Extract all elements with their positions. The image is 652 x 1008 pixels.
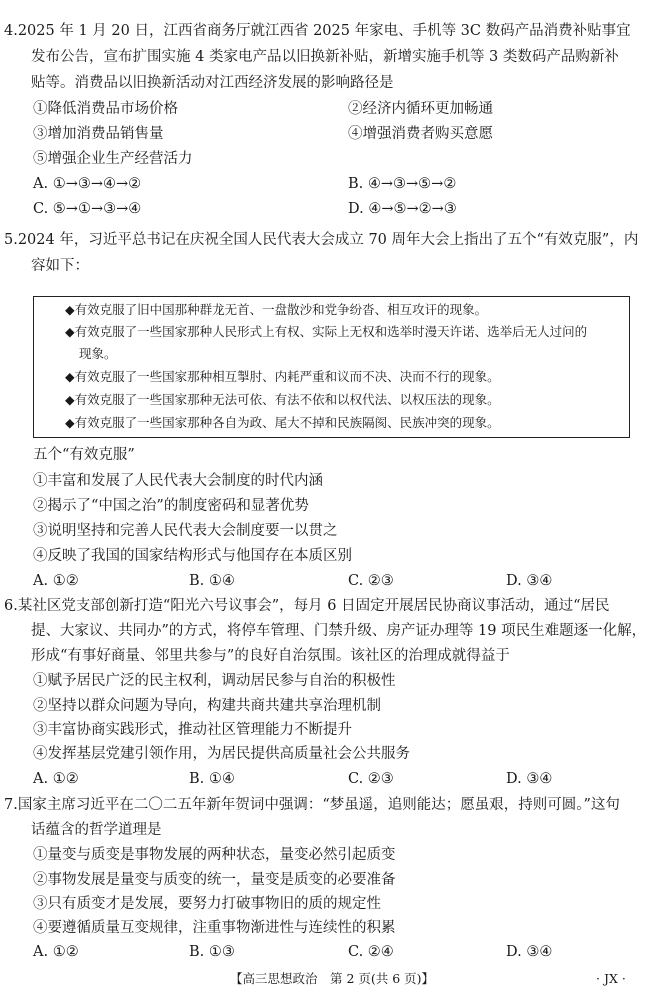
q5-stem-line-1: 5.2024 年，习近平总书记在庆祝全国人民代表大会成立 70 周年大会上指出了五个“有效克服”，内	[4, 232, 639, 248]
q7-item-1: ①量变与质变是事物发展的两种状态，量变必然引起质变	[33, 847, 396, 863]
q4-stem-line-1: 4.2025 年 1 月 20 日，江西省商务厅就江西省 2025 年家电、手机等 3C 数码产品消费补贴事宜	[4, 23, 631, 39]
q6-option-d: D. ③④	[506, 771, 553, 787]
q5-option-a: A. ①②	[33, 573, 79, 589]
q7-stem-line-1: 7.国家主席习近平在二〇二五年新年贺词中强调：“梦虽遥，追则能达；愿虽艰，持则可圆。”这句	[4, 797, 620, 813]
q5-option-d: D. ③④	[506, 573, 553, 589]
q6-item-3: ③丰富协商实践形式，推动社区管理能力不断提升	[33, 722, 352, 738]
q4-item-4: ④增强消费者购买意愿	[348, 126, 493, 142]
footer-code: · JX ·	[596, 971, 626, 986]
q7-option-a: A. ①②	[33, 944, 79, 960]
q5-item-1: ①丰富和发展了人民代表大会制度的时代内涵	[33, 473, 323, 489]
q4-item-2: ②经济内循环更加畅通	[348, 101, 493, 117]
q5-box-line-4: ◆有效克服了一些国家那种相互掣肘、内耗严重和议而不决、决而不行的现象。	[65, 369, 500, 384]
q5-lead: 五个“有效克服”	[33, 447, 135, 463]
page-footer: 【高三思想政治 第 2 页(共 6 页)】	[230, 971, 435, 986]
q7-item-2: ②事物发展是量变与质变的统一，量变是质变的必要准备	[33, 872, 396, 888]
q6-item-1: ①赋予居民广泛的民主权利，调动居民参与自治的积极性	[33, 673, 396, 689]
q6-option-c: C. ②③	[348, 771, 394, 787]
q5-quote-box	[33, 296, 630, 438]
q6-stem-line-2: 提、大家议、共同办”的方式，将停车管理、门禁升级、房产证办理等 19 项民生难题逐一化解，	[31, 623, 647, 639]
q6-stem-line-1: 6.某社区党支部创新打造“阳光六号议事会”，每月 6 日固定开展居民协商议事活动，通过“居民	[4, 598, 610, 614]
q4-option-d: D. ④→⑤→②→③	[348, 201, 457, 217]
q7-stem-line-2: 话蕴含的哲学道理是	[31, 822, 162, 838]
q4-stem-line-2: 发布公告，宣布扩围实施 4 类家电产品以旧换新补贴，新增实施手机等 3 类数码产品购新补	[31, 49, 619, 65]
q6-item-2: ②坚持以群众问题为导向，构建共商共建共享治理机制	[33, 698, 381, 714]
q5-option-c: C. ②③	[348, 573, 394, 589]
q5-box-line-6: ◆有效克服了一些国家那种各自为政、尾大不掉和民族隔阂、民族冲突的现象。	[65, 415, 500, 430]
q5-item-4: ④反映了我国的国家结构形式与他国存在本质区别	[33, 548, 352, 564]
q6-stem-line-3: 形成“有事好商量、邻里共参与”的良好自治氛围。该社区的治理成就得益于	[31, 648, 510, 664]
q4-option-c: C. ⑤→①→③→④	[33, 201, 142, 217]
q5-box-line-1: ◆有效克服了旧中国那种群龙无首、一盘散沙和党争纷沓、相互攻讦的现象。	[65, 302, 488, 317]
q4-option-a: A. ①→③→④→②	[33, 176, 142, 192]
q4-option-b: B. ④→③→⑤→②	[348, 176, 457, 192]
q4-item-3: ③增加消费品销售量	[33, 126, 164, 142]
q5-box-line-2: ◆有效克服了一些国家那种人民形式上有权、实际上无权和选举时漫天许诺、选举后无人过问的	[65, 324, 588, 339]
q7-item-4: ④要遵循质量互变规律，注重事物渐进性与连续性的积累	[33, 920, 396, 936]
q7-option-b: B. ①③	[189, 944, 235, 960]
q4-item-1: ①降低消费品市场价格	[33, 101, 178, 117]
q4-item-5: ⑤增强企业生产经营活力	[33, 151, 193, 167]
q5-box-line-5: ◆有效克服了一些国家那种无法可依、有法不依和以权代法、以权压法的现象。	[65, 392, 500, 407]
q6-option-a: A. ①②	[33, 771, 79, 787]
q6-item-4: ④发挥基层党建引领作用，为居民提供高质量社会公共服务	[33, 746, 410, 762]
q4-stem-line-3: 贴等。消费品以旧换新活动对江西经济发展的影响路径是	[31, 75, 394, 91]
q7-item-3: ③只有质变才是发展，要努力打破事物旧的质的规定性	[33, 896, 381, 912]
q6-option-b: B. ①④	[189, 771, 235, 787]
q7-option-d: D. ③④	[506, 944, 553, 960]
q5-box-line-3: 现象。	[79, 346, 117, 361]
q7-option-c: C. ②④	[348, 944, 394, 960]
q5-item-2: ②揭示了“中国之治”的制度密码和显著优势	[33, 498, 309, 514]
q5-item-3: ③说明坚持和完善人民代表大会制度要一以贯之	[33, 523, 338, 539]
q5-stem-line-2: 容如下：	[31, 258, 89, 274]
q5-option-b: B. ①④	[189, 573, 235, 589]
